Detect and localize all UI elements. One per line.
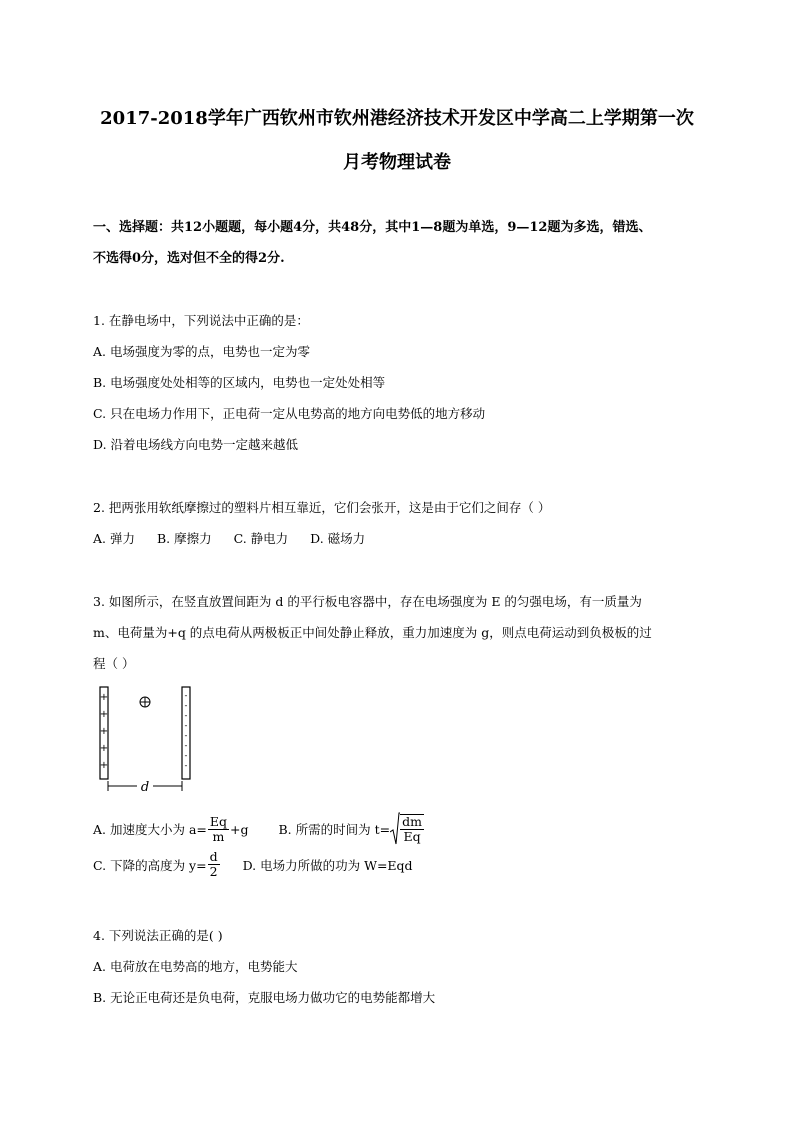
plus-sign-icon: + xyxy=(99,709,109,720)
capacitor-figure xyxy=(93,683,203,795)
minus-sign-icon: - xyxy=(184,761,188,770)
document-title-line-1: 2017-2018学年广西钦州市钦州港经济技术开发区中学高二上学期第一次 xyxy=(100,108,694,129)
negative-plate-signs xyxy=(185,691,188,770)
q2-option-a: A. 弹力 xyxy=(93,531,135,546)
q4-option-b: B. 无论正电荷还是负电荷，克服电场力做功它的电势能都增大 xyxy=(93,990,436,1005)
q3-options-ab xyxy=(93,812,425,846)
positive-plate-signs xyxy=(100,692,108,771)
q4-stem: 4. 下列说法正确的是( ) xyxy=(93,928,223,943)
q3-option-a-denominator: m xyxy=(212,828,225,844)
plus-sign-icon: + xyxy=(99,760,109,771)
q3-option-b-denominator: Eq xyxy=(403,829,421,844)
q3-stem-line-3: 程（ ） xyxy=(93,656,135,671)
q3-option-d: D. 电场力所做的功为 W=Eqd xyxy=(242,857,413,873)
q3-stem-line-1: 3. 如图所示，在竖直放置间距为 d 的平行板电容器中，存在电场强度为 E 的匀强电场，有一质量为 xyxy=(93,594,642,609)
minus-sign-icon: - xyxy=(184,691,188,700)
q1-option-b: B. 电场强度处处相等的区域内，电势也一定处处相等 xyxy=(93,375,386,390)
q2-option-b: B. 摩擦力 xyxy=(156,531,212,546)
q2-stem: 2. 把两张用软纸摩擦过的塑料片相互靠近，它们会张开，这是由于它们之间存（ ） xyxy=(93,500,551,515)
q3-option-c-prefix: C. 下降的高度为 y= xyxy=(93,857,207,873)
q4-option-a: A. 电荷放在电势高的地方，电势能大 xyxy=(93,959,298,974)
q2-option-d: D. 磁场力 xyxy=(310,531,366,546)
plus-sign-icon: + xyxy=(99,743,109,754)
section-heading-line-1: 一、选择题：共12小题题，每小题4分，共48分，其中1—8题为单选，9—12题为多选，错选、 xyxy=(93,220,652,235)
q1-option-c: C. 只在电场力作用下，正电荷一定从电势高的地方向电势低的地方移动 xyxy=(93,406,486,421)
q1-option-d: D. 沿着电场线方向电势一定越来越低 xyxy=(93,437,299,452)
q3-option-a-prefix: A. 加速度大小为 a= xyxy=(93,822,207,837)
gap-label: d xyxy=(140,780,150,795)
q3-option-b-numerator: dm xyxy=(402,814,422,829)
plus-sign-icon: + xyxy=(99,692,109,703)
q1-option-a: A. 电场强度为零的点，电势也一定为零 xyxy=(93,344,310,359)
q3-option-b-sqrt xyxy=(390,812,425,846)
sqrt-icon xyxy=(390,812,400,846)
q2-option-c: C. 静电力 xyxy=(233,531,289,546)
section-heading-line-2: 不选得0分，选对但不全的得2分. xyxy=(93,251,285,266)
capacitor-diagram xyxy=(93,683,203,795)
document-title-line-2: 月考物理试卷 xyxy=(343,152,451,173)
q3-option-a-numerator: Eq xyxy=(209,813,228,829)
q3-option-a-suffix: +g xyxy=(230,821,249,837)
q3-option-c-fraction xyxy=(208,850,220,879)
minus-sign-icon: - xyxy=(184,721,188,730)
q3-option-c-numerator: d xyxy=(209,849,218,864)
q2-options xyxy=(93,529,383,547)
plus-sign-icon: + xyxy=(99,726,109,737)
q3-stem-line-2: m、电荷量为+q 的点电荷从两极板正中间处静止释放，重力加速度为 g，则点电荷运动到负极板的过 xyxy=(93,625,652,640)
q3-option-b-fraction xyxy=(400,814,424,844)
minus-sign-icon: - xyxy=(184,711,188,720)
minus-sign-icon: - xyxy=(184,731,188,740)
q1-stem: 1. 在静电场中，下列说法中正确的是： xyxy=(93,313,309,328)
minus-sign-icon: - xyxy=(184,701,188,710)
q3-option-c-denominator: 2 xyxy=(209,864,218,879)
q3-option-b-prefix: B. 所需的时间为 t= xyxy=(278,822,391,837)
q3-option-a-fraction xyxy=(208,815,229,844)
minus-sign-icon: - xyxy=(184,741,188,750)
minus-sign-icon: - xyxy=(184,751,188,760)
q3-options-cd xyxy=(93,850,413,879)
